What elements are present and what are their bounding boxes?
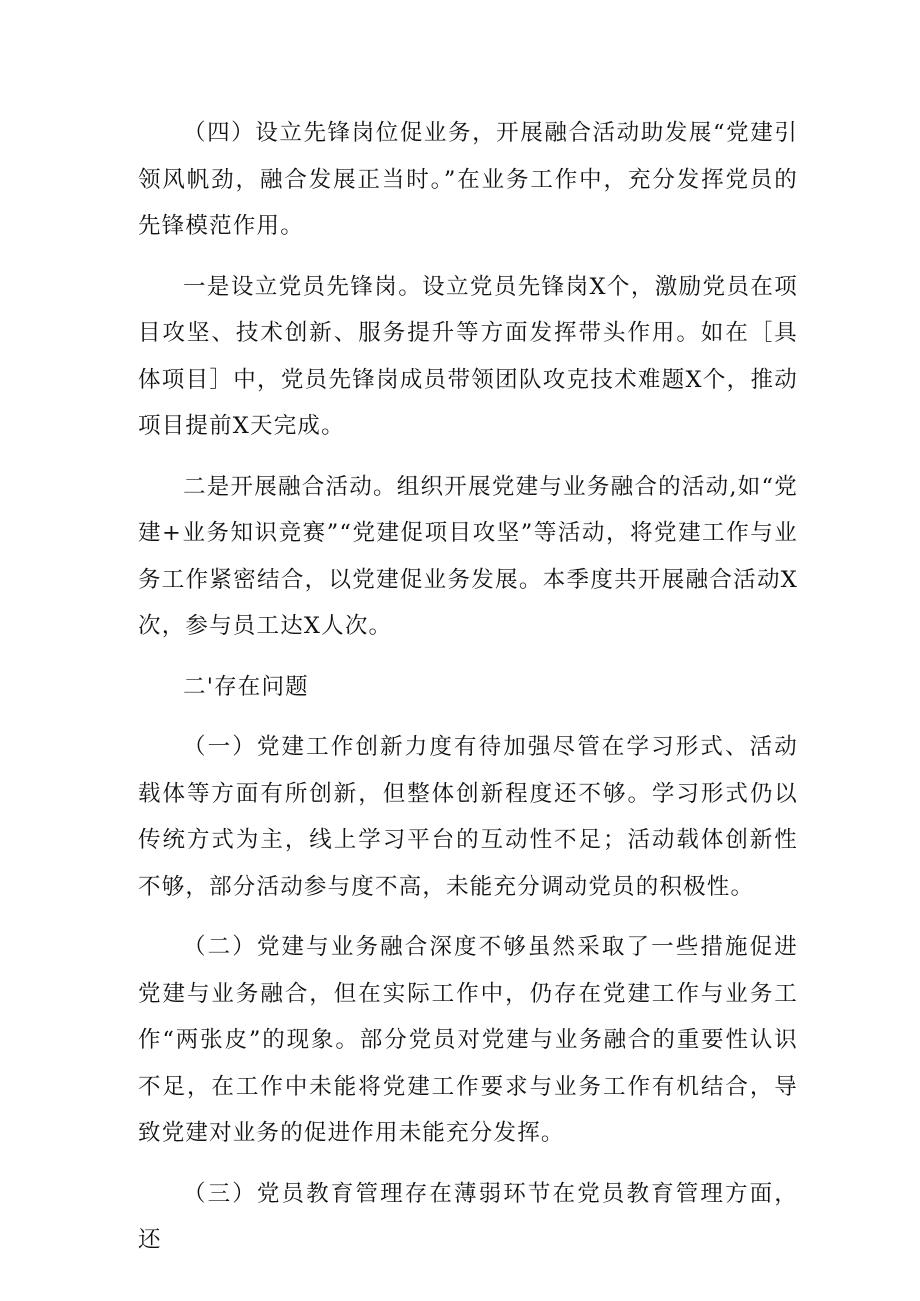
section-heading-existing-problems: 二'存在问题: [183, 673, 309, 700]
paragraph-problem-3: （三）党员教育管理存在薄弱环节在党员教育管理方面，还: [138, 1180, 798, 1253]
paragraph-integration-activities: 二是开展融合活动。组织开展党建与业务融合的活动,如“党建+业务知识竞赛”“党建促项目攻坚”等活动，将党建工作与业务工作紧密结合，以党建促业务发展。本季度共开展融合活动X次，参与员工达X人次。: [138, 473, 798, 639]
paragraph-section-4-heading: （四）设立先锋岗位促业务，开展融合活动助发展“党建引领风帆劲，融合发展正当时。”在业务工作中，充分发挥党员的先锋模范作用。: [138, 120, 798, 239]
paragraph-problem-2: （二）党建与业务融合深度不够虽然采取了一些措施促进党建与业务融合，但在实际工作中，仍存在党建工作与业务工作“两张皮”的现象。部分党员对党建与业务融合的重要性认识不足，在工作中未能将党建工作要求与业务工作有机结合，导致党建对业务的促进作用未能充分发挥。: [138, 934, 798, 1146]
paragraph-pioneer-post: 一是设立党员先锋岗。设立党员先锋岗X个，激励党员在项目攻坚、技术创新、服务提升等方面发挥带头作用。如在［具体项目］中，党员先锋岗成员带领团队攻克技术难题X个，推动项目提前X天完成。: [138, 273, 798, 439]
paragraph-problem-1: （一）党建工作创新力度有待加强尽管在学习形式、活动载体等方面有所创新，但整体创新程度还不够。学习形式仍以传统方式为主，线上学习平台的互动性不足；活动载体创新性不够，部分活动参与度不高，未能充分调动党员的积极性。: [138, 734, 798, 900]
document-body: [138, 110, 798, 1278]
